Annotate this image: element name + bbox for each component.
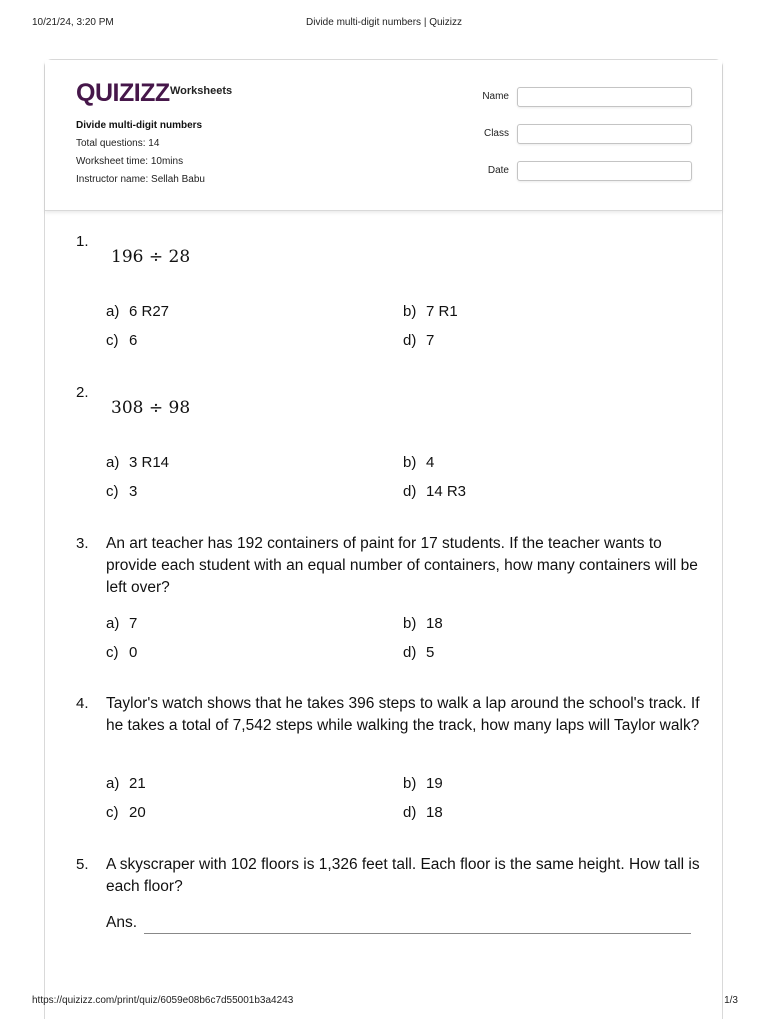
logo-subtitle: Worksheets	[170, 85, 233, 97]
question-math: 308 ÷ 98	[111, 398, 191, 418]
option-d[interactable]: d) 18	[403, 804, 443, 821]
option-c[interactable]: c) 6	[106, 332, 138, 349]
class-field[interactable]	[517, 124, 692, 144]
option-a[interactable]: a) 21	[106, 775, 146, 792]
worksheet-title: Divide multi-digit numbers	[76, 120, 203, 131]
option-c[interactable]: c) 3	[106, 483, 138, 500]
instructor-name: Instructor name: Sellah Babu	[76, 174, 205, 185]
print-header	[0, 17, 768, 31]
option-d[interactable]: d) 14 R3	[403, 483, 467, 500]
print-footer	[0, 995, 768, 1009]
name-label: Name	[482, 91, 509, 102]
print-datetime: 10/21/24, 3:20 PM	[32, 17, 114, 28]
date-label: Date	[487, 165, 509, 176]
question-text: A skyscraper with 102 floors is 1,326 feet tall. Each floor is the same height. How tall is each floor?	[106, 856, 700, 895]
question-math: 196 ÷ 28	[111, 247, 191, 267]
worksheet-time: Worksheet time: 10mins	[76, 156, 184, 167]
answer-label: Ans.	[106, 914, 138, 931]
worksheet-header	[45, 60, 722, 211]
option-b[interactable]: b) 7 R1	[403, 303, 458, 320]
quizizz-logo: QUIZIZZ	[76, 79, 170, 107]
name-field[interactable]	[517, 87, 692, 107]
question-text: An art teacher has 192 containers of paint for 17 students. If the teacher wants to provide each student with an equal number of containers, how many containers will be left over?	[106, 535, 698, 596]
page-number: 1/3	[724, 995, 738, 1006]
option-b[interactable]: b) 19	[403, 775, 443, 792]
print-page-title: Divide multi-digit numbers | Quizizz	[306, 17, 462, 28]
question-number: 1.	[76, 233, 89, 250]
option-a[interactable]: a) 6 R27	[106, 303, 170, 320]
question-number: 3.	[76, 535, 89, 552]
question-text: Taylor's watch shows that he takes 396 steps to walk a lap around the school's track. If he takes a total of 7,542 steps while walking the track, how many laps will Taylor walk?	[106, 695, 700, 734]
option-a[interactable]: a) 7	[106, 615, 138, 632]
option-a[interactable]: a) 3 R14	[106, 454, 170, 471]
class-label: Class	[483, 128, 509, 139]
option-c[interactable]: c) 20	[106, 804, 146, 821]
question-number: 4.	[76, 695, 89, 712]
option-d[interactable]: d) 7	[403, 332, 435, 349]
total-questions: Total questions: 14	[76, 138, 160, 149]
option-b[interactable]: b) 4	[403, 454, 435, 471]
option-b[interactable]: b) 18	[403, 615, 443, 632]
option-d[interactable]: d) 5	[403, 644, 435, 661]
option-c[interactable]: c) 0	[106, 644, 138, 661]
question-number: 2.	[76, 384, 89, 401]
print-url[interactable]: https://quizizz.com/print/quiz/6059e08b6c7d55001b3a4243	[32, 995, 294, 1006]
date-field[interactable]	[517, 161, 692, 181]
question-number: 5.	[76, 856, 89, 873]
answer-line[interactable]	[144, 933, 691, 934]
